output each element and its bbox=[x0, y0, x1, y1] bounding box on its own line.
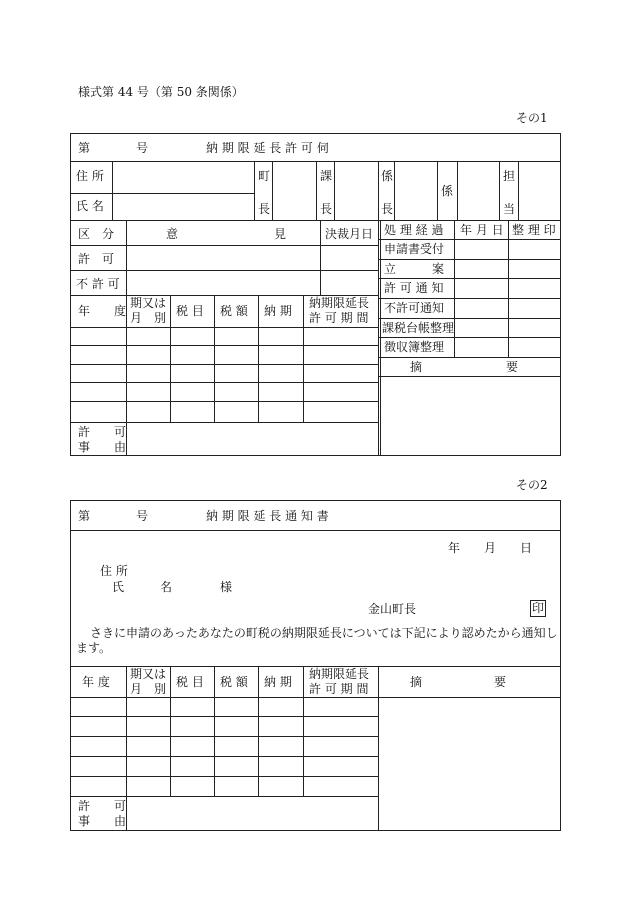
form2-col-item: 税 目 bbox=[176, 675, 204, 689]
form2-col-due: 納 期 bbox=[264, 675, 292, 689]
form1-permit: 許 可 bbox=[78, 252, 115, 266]
form1-go-label: 号 bbox=[136, 141, 149, 155]
form2-summary: 摘 要 bbox=[410, 675, 507, 689]
form1-step: 申請書受付 bbox=[384, 242, 445, 256]
form1-kakari-top: 係 bbox=[381, 169, 394, 183]
form2-address: 住 所 bbox=[100, 564, 128, 578]
form1-name-label: 氏 名 bbox=[76, 199, 104, 213]
form1-tanto-top: 担 bbox=[503, 169, 516, 183]
form1-col-period-2: 月 別 bbox=[130, 311, 167, 325]
form-number: 様式第 44 号（第 50 条関係） bbox=[78, 85, 244, 99]
form1-col-ext-2: 許 可 期 間 bbox=[309, 311, 369, 325]
form1-cho-top: 町 bbox=[258, 169, 271, 183]
form1-title: 納 期 限 延 長 許 可 伺 bbox=[206, 141, 329, 155]
form1-not-permit: 不 許 可 bbox=[76, 277, 120, 291]
form1-step: 不許可通知 bbox=[384, 301, 445, 315]
form1-ka-top: 課 bbox=[320, 169, 333, 183]
form1-kakari-bottom: 長 bbox=[381, 202, 394, 216]
form2-col-ext-1: 納期限延長 bbox=[309, 667, 370, 681]
form1-summary: 摘 要 bbox=[410, 360, 519, 374]
form1-step: 徴収簿整理 bbox=[384, 340, 445, 354]
form2-no-label: 第 bbox=[78, 509, 91, 523]
form1-col-amount: 税 額 bbox=[220, 304, 248, 318]
part-label-1: その1 bbox=[516, 111, 548, 125]
form1-col-period-1: 期又は bbox=[130, 296, 167, 310]
form2-col-period-1: 期又は bbox=[130, 667, 167, 681]
form1-seal-col: 整 理 印 bbox=[512, 223, 556, 237]
form1-category: 区 分 bbox=[78, 227, 115, 241]
form1-process: 処 理 経 過 bbox=[384, 223, 444, 237]
form1-step: 課税台帳整理 bbox=[382, 321, 455, 335]
form2-date: 年 月 日 bbox=[448, 541, 533, 555]
form1-col-ext-1: 納期限延長 bbox=[309, 296, 370, 310]
seal-stamp: 印 bbox=[531, 601, 544, 615]
form1-step: 許 可 通 知 bbox=[384, 281, 444, 295]
form1-month-day: 年 月 日 bbox=[460, 223, 504, 237]
form1-col-due: 納 期 bbox=[264, 304, 292, 318]
form2-reason-2: 事 由 bbox=[78, 814, 127, 828]
form1-address-label: 住 所 bbox=[76, 169, 104, 183]
form1-kakari: 係 bbox=[441, 184, 454, 198]
form1-decision-date: 決裁月日 bbox=[325, 227, 374, 241]
form2-title: 納 期 限 延 長 通 知 書 bbox=[206, 509, 329, 523]
form1-reason-2: 事 由 bbox=[78, 440, 127, 454]
part-label-2: その2 bbox=[516, 478, 548, 492]
form2-col-period-2: 月 別 bbox=[130, 682, 167, 696]
form1-no-label: 第 bbox=[78, 141, 91, 155]
form2-mayor: 金山町長 bbox=[368, 602, 417, 616]
form1-opinion: 意 見 bbox=[166, 227, 287, 241]
form1-col-year: 年 度 bbox=[78, 304, 127, 318]
form2-col-amount: 税 額 bbox=[220, 675, 248, 689]
form1-reason-1: 許 可 bbox=[78, 425, 127, 439]
form2-col-ext-2: 許 可 期 間 bbox=[309, 682, 369, 696]
form2-name: 氏 名 様 bbox=[112, 580, 233, 594]
form2-go-label: 号 bbox=[136, 509, 149, 523]
form2-body-line-1: さきに申請のあったあなたの町税の納期限延長については下記により認めたから通知し bbox=[90, 626, 558, 640]
form1-cho-bottom: 長 bbox=[258, 202, 271, 216]
form2-reason-1: 許 可 bbox=[78, 799, 127, 813]
form1-step: 立 案 bbox=[384, 262, 445, 276]
form2-body-line-2: ます。 bbox=[76, 641, 112, 655]
form1-tanto-bottom: 当 bbox=[503, 202, 516, 216]
form1-col-item: 税 目 bbox=[176, 304, 204, 318]
form2-col-year: 年 度 bbox=[82, 675, 110, 689]
form1-ka-bottom: 長 bbox=[320, 202, 333, 216]
